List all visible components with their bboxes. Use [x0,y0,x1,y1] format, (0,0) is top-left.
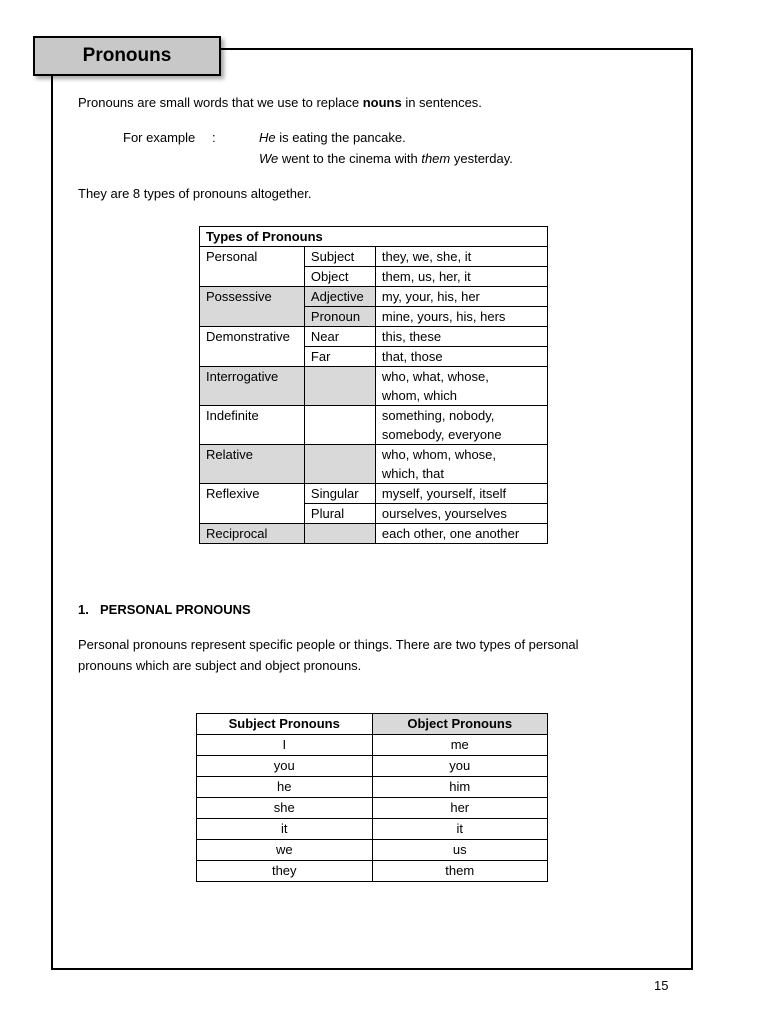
pronoun-subtype: Pronoun [304,307,375,327]
object-pronoun: me [372,735,548,756]
subject-pronoun: it [197,819,373,840]
pronoun-subtype: Far [304,347,375,367]
section-title: PERSONAL PRONOUNS [100,602,251,617]
example-text: went to the cinema with [278,151,422,166]
pronoun-type: Reflexive [200,484,305,524]
section-heading [78,599,251,620]
types-of-pronouns-table [199,226,548,544]
pronoun-examples [375,367,547,406]
table-row [200,247,548,267]
example-text: yesterday. [450,151,513,166]
object-pronoun: you [372,756,548,777]
pronoun-subtype: Plural [304,504,375,524]
subject-pronoun: she [197,798,373,819]
pronoun-examples: mine, yours, his, hers [375,307,547,327]
table-row [197,819,548,840]
section-paragraph-line-2: pronouns which are subject and object pronouns. [78,658,362,673]
pronoun-examples: my, your, his, her [375,287,547,307]
section-paragraph-line-1: Personal pronouns represent specific people or things. There are two types of personal [78,637,579,652]
table-row [200,524,548,544]
pronoun-examples: they, we, she, it [375,247,547,267]
table-row [200,287,548,307]
pronoun-subtype: Singular [304,484,375,504]
pronoun-subtype [304,524,375,544]
pronoun-type: Personal [200,247,305,287]
pronoun-subtype: Near [304,327,375,347]
pronoun-examples [375,406,547,445]
section-number: 1. [78,602,89,617]
object-pronoun: it [372,819,548,840]
subject-pronoun: we [197,840,373,861]
pronoun-examples: that, those [375,347,547,367]
pronoun-examples: each other, one another [375,524,547,544]
intro-text: Pronouns are small words that we use to replace [78,95,363,110]
pronoun-examples: myself, yourself, itself [375,484,547,504]
table-header-row [197,714,548,735]
pronoun-subtype [304,445,375,484]
table-row [200,445,548,484]
pronoun-examples [375,445,547,484]
intro-bold-word: nouns [362,95,402,110]
pronoun-subtype: Adjective [304,287,375,307]
example-line-1 [259,127,406,148]
table-row [197,798,548,819]
example-label: For example [123,130,196,145]
table-row [197,735,548,756]
example-text: is eating the pancake. [275,130,406,145]
table-row [200,367,548,406]
subject-pronoun: I [197,735,373,756]
pronoun-subtype: Subject [304,247,375,267]
table-row [200,327,548,347]
table-row [197,861,548,882]
pronoun-type: Indefinite [200,406,305,445]
page-title: Pronouns [33,36,221,76]
object-pronoun: us [372,840,548,861]
example-emphasis: them [421,151,451,166]
examples-line: something, nobody, [381,408,495,423]
subject-pronoun: they [197,861,373,882]
pronoun-examples: ourselves, yourselves [375,504,547,524]
examples-line: whom, which [381,388,457,403]
example-line-2 [259,148,513,169]
table-row [200,484,548,504]
pronoun-type: Relative [200,445,305,484]
examples-line: somebody, everyone [381,427,502,442]
pronoun-examples: them, us, her, it [375,267,547,287]
column-header-subject: Subject Pronouns [197,714,373,735]
example-emphasis: We [259,151,279,166]
object-pronoun: him [372,777,548,798]
example-colon: : [212,130,216,145]
pronoun-examples: this, these [375,327,547,347]
pronoun-type: Interrogative [200,367,305,406]
pronoun-type: Reciprocal [200,524,305,544]
types-sentence: They are 8 types of pronouns altogether. [78,186,312,201]
personal-pronouns-table [196,713,548,882]
example-emphasis: He [259,130,276,145]
examples-line: who, what, whose, [381,369,489,384]
table-header-row [200,227,548,247]
page-number: 15 [654,978,669,993]
object-pronoun: them [372,861,548,882]
column-header-object: Object Pronouns [372,714,548,735]
object-pronoun: her [372,798,548,819]
table-row [200,406,548,445]
pronoun-type: Possessive [200,287,305,327]
subject-pronoun: he [197,777,373,798]
pronoun-subtype: Object [304,267,375,287]
pronoun-subtype [304,406,375,445]
table-row [197,756,548,777]
table-header: Types of Pronouns [200,227,548,247]
examples-line: which, that [381,466,445,481]
intro-paragraph [78,92,482,113]
pronoun-subtype [304,367,375,406]
intro-text-end: in sentences. [401,95,482,110]
subject-pronoun: you [197,756,373,777]
pronoun-type: Demonstrative [200,327,305,367]
examples-line: who, whom, whose, [381,447,497,462]
table-row [197,840,548,861]
table-row [197,777,548,798]
